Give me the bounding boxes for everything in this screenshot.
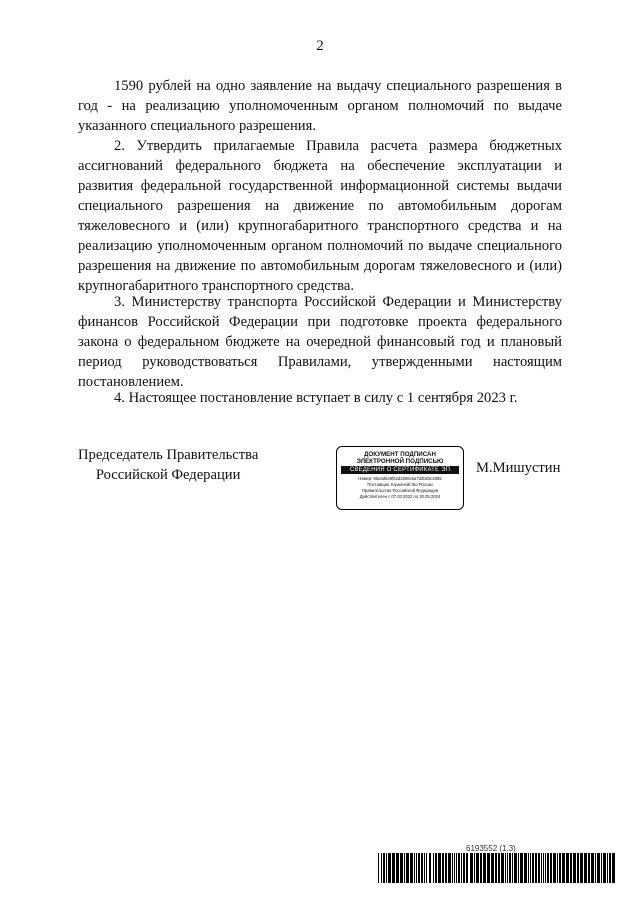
- paragraph-text: 1590 рублей на одно заявление на выдачу специального разрешения в год - на реализацию уполномоченным органом полномочий по выдаче указанного специального разрешения.: [78, 78, 562, 134]
- barcode-number: 6193552 (1.3): [466, 844, 516, 853]
- position-line: Российской Федерации: [95, 467, 241, 483]
- signatory-name: М.Мишустин: [476, 460, 561, 476]
- stamp-cert-number: Номер: 00a4d5e8f62d2b98c6a7d2bb0c2085: [358, 476, 442, 481]
- paragraph-3: [78, 292, 562, 392]
- page-number: 2: [316, 38, 324, 54]
- paragraph-2: [78, 136, 562, 296]
- stamp-subtitle: ЭЛЕКТРОННОЙ ПОДПИСЬЮ: [356, 458, 444, 465]
- stamp-validity: Действителен с 07.03.2022 по 30.05.2024: [359, 494, 441, 499]
- stamp-issuer: Поставщик: Казначейство России: [367, 482, 433, 487]
- electronic-signature-stamp: [336, 446, 464, 510]
- stamp-owner: Правительство Российской Федерации: [361, 488, 439, 493]
- barcode-icon: [378, 853, 618, 883]
- signatory-position: [78, 445, 258, 485]
- paragraph-4: [78, 388, 562, 408]
- paragraph-text: 2. Утвердить прилагаемые Правила расчета размера бюджетных ассигнований федерального бюджета на обеспечение эксплуатации и развития федеральной государственной информационной системы выдачи специального разрешения на движение по автомобильным дорогам тяжеловесного и (или) крупногабаритного транспортного средства и на реализацию уполномоченным органом полномочий по выдаче специального разрешения на движение по автомобильным дорогам тяжеловесного и (или) крупногабаритного транспортного средства.: [78, 138, 562, 294]
- paragraph-text: 4. Настоящее постановление вступает в силу с 1 сентября 2023 г.: [114, 390, 518, 406]
- stamp-title: ДОКУМЕНТ ПОДПИСАН: [364, 451, 436, 458]
- position-line: Председатель Правительства: [78, 447, 259, 463]
- paragraph-text: 3. Министерству транспорта Российской Федерации и Министерству финансов Российской Федерации при подготовке проекта федерального закона о федеральном бюджете на очередной финансовый год и плановый период руководствоваться Правилами, утвержденными настоящим постановлением.: [78, 294, 562, 390]
- stamp-certificate-bar: СВЕДЕНИЯ О СЕРТИФИКАТЕ ЭП: [341, 466, 459, 474]
- paragraph-continuation: [78, 76, 562, 136]
